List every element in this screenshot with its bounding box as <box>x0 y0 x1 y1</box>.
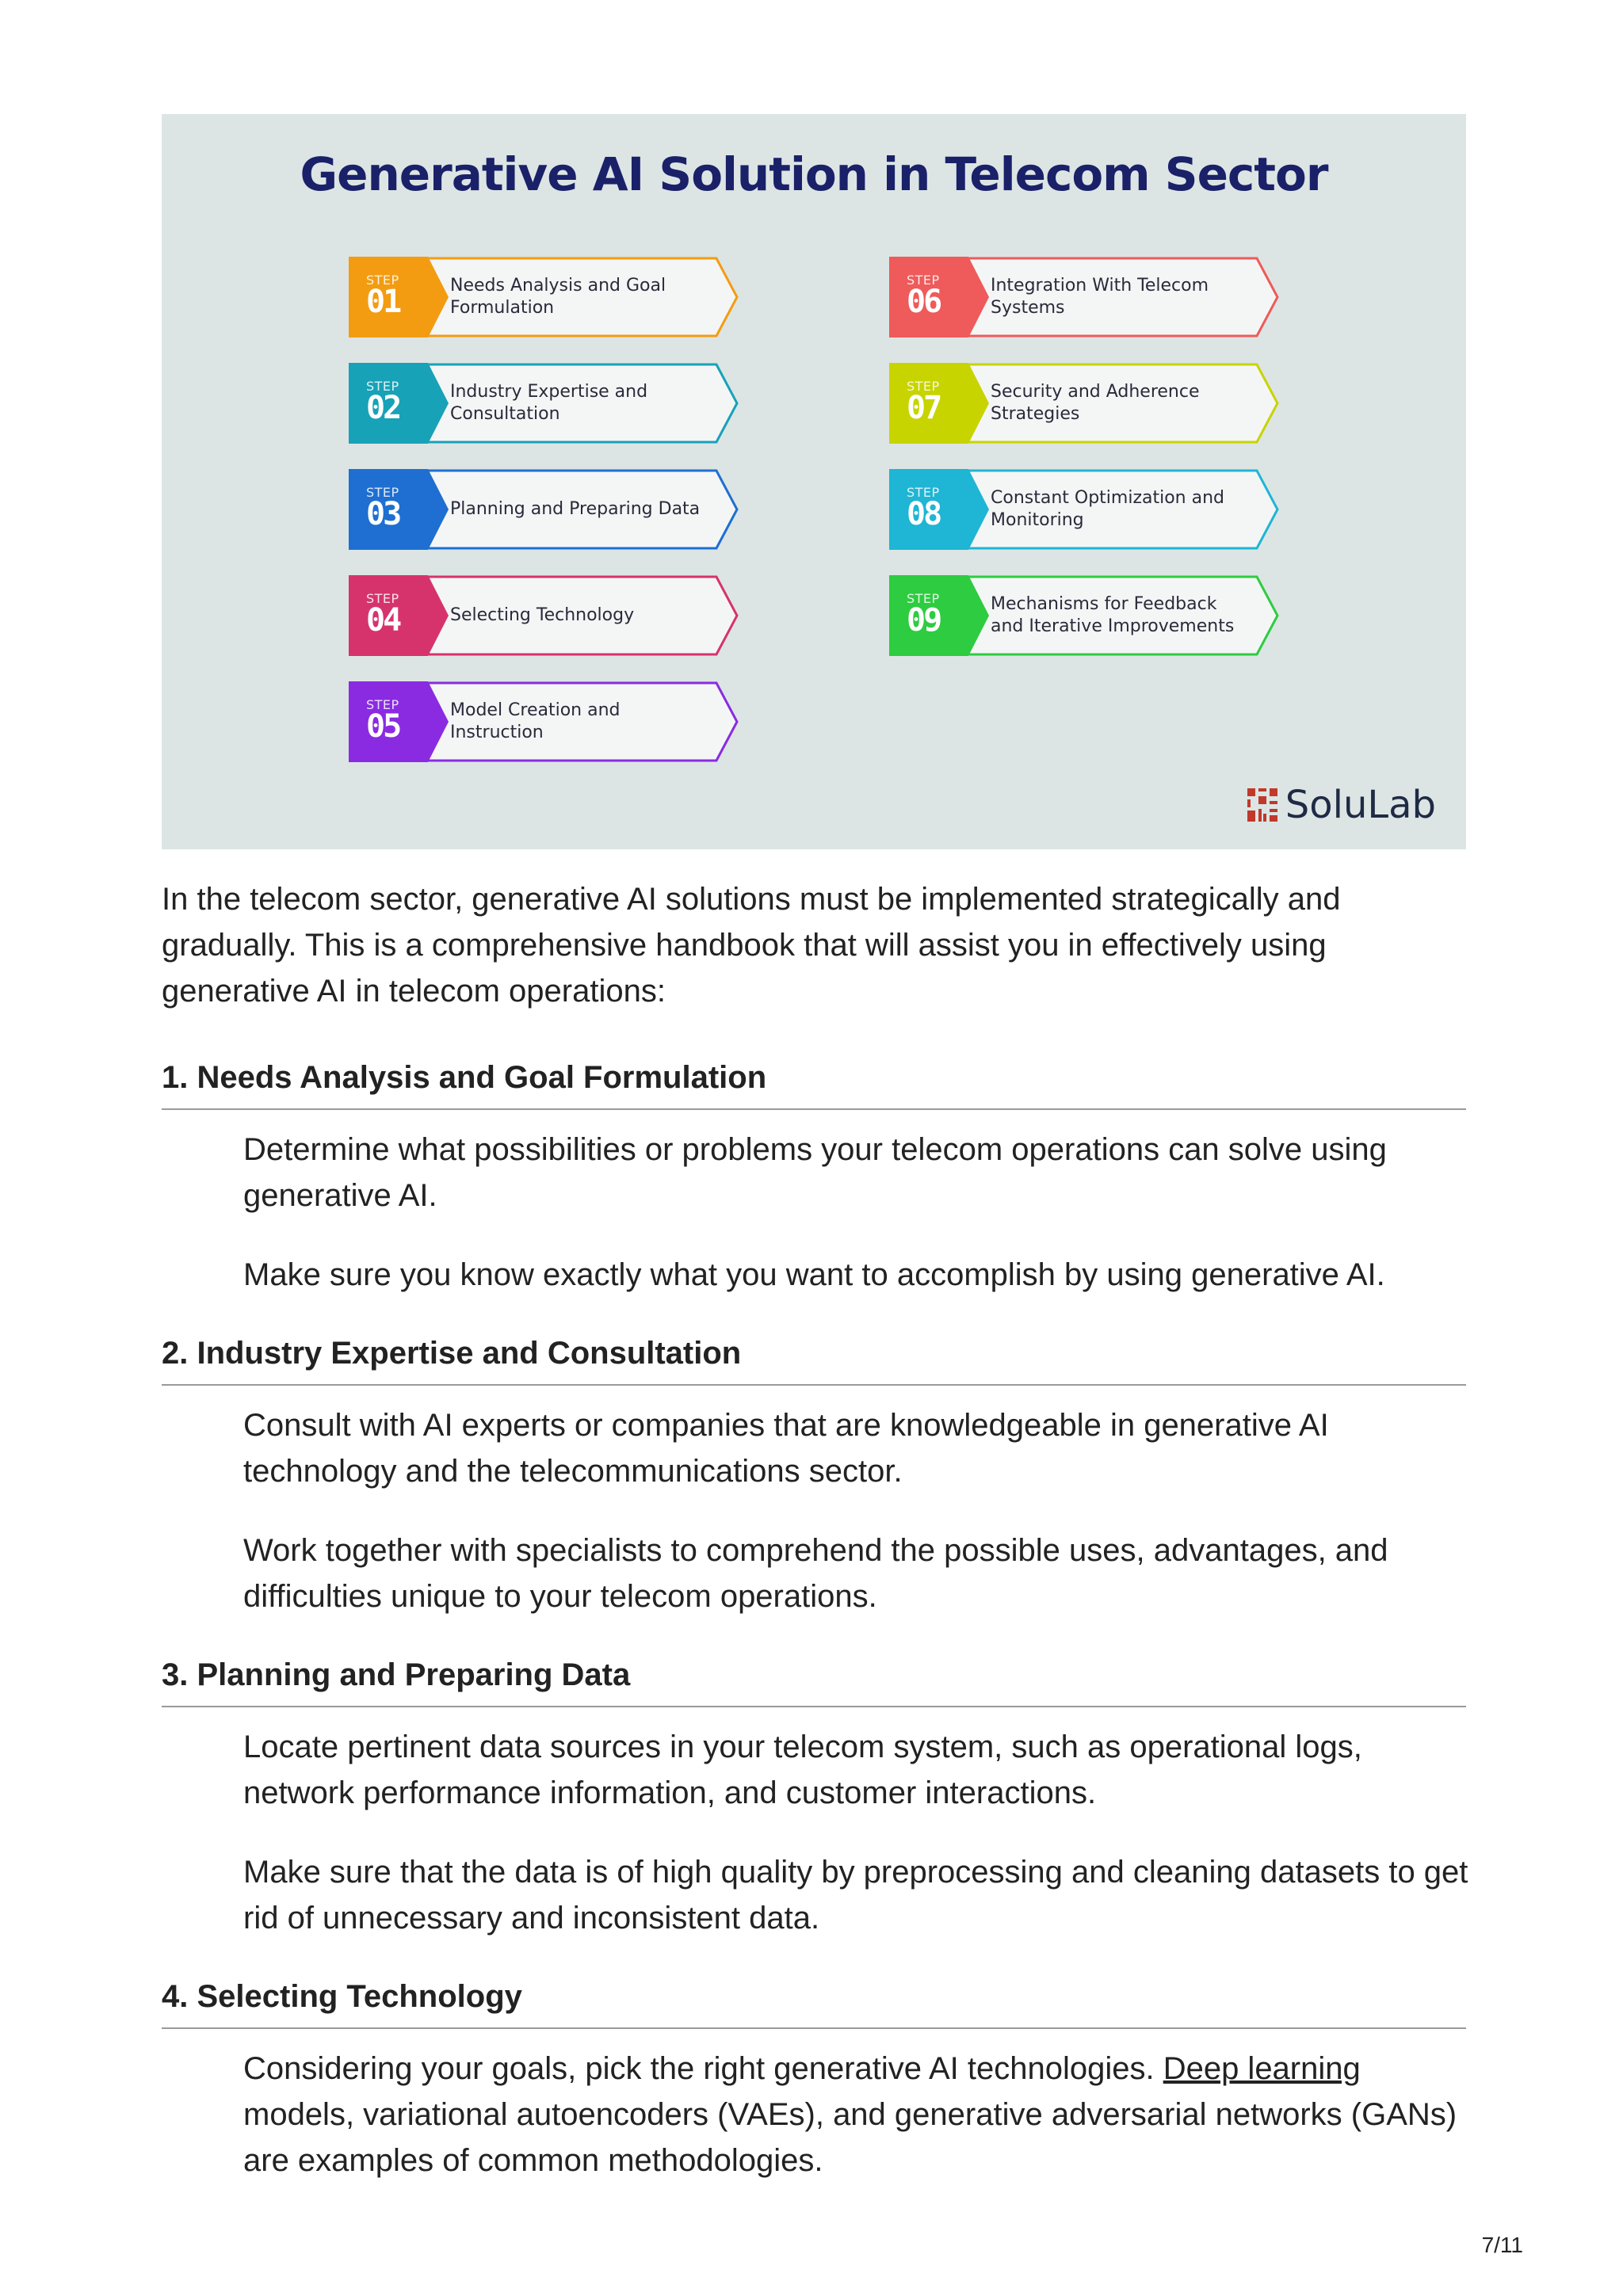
step-label: Industry Expertise and Consultation <box>450 382 648 424</box>
page-number: 7/11 <box>1481 2233 1523 2257</box>
step-card-04 <box>349 575 739 656</box>
section-4-text-before: Considering your goals, pick the right generative AI technologies. <box>243 2051 1163 2086</box>
step-badge <box>366 274 406 318</box>
step-card-07 <box>889 363 1279 444</box>
step-number: 03 <box>366 496 400 532</box>
step-number: 01 <box>366 284 400 320</box>
step-word: STEP <box>366 697 399 712</box>
step-word: STEP <box>907 273 940 288</box>
step-badge <box>366 486 406 530</box>
brand-name: SoluLab <box>1285 783 1436 827</box>
step-card-08 <box>889 469 1279 550</box>
step-card-03 <box>349 469 739 550</box>
step-number: 09 <box>907 602 941 639</box>
section-heading-2: 2. Industry Expertise and Consultation <box>162 1336 1466 1386</box>
step-label: Security and Adherence Strategies <box>991 382 1200 424</box>
step-label: Selecting Technology <box>450 605 635 625</box>
step-number: 04 <box>366 602 400 639</box>
step-word: STEP <box>366 273 399 288</box>
step-label: Constant Optimization and Monitoring <box>991 488 1225 530</box>
step-badge <box>907 274 946 318</box>
section-1-paragraph-1: Determine what possibilities or problems your telecom operations can solve using generative AI. <box>243 1132 1387 1213</box>
section-3-paragraph-2: Make sure that the data is of high quality by preprocessing and cleaning datasets to get rid of unnecessary and inconsistent data. <box>243 1855 1468 1936</box>
step-card-06 <box>889 257 1279 338</box>
solulab-logo <box>1247 783 1436 827</box>
step-label: Integration With Telecom Systems <box>991 276 1209 318</box>
step-word: STEP <box>366 485 399 500</box>
section-3-paragraph-1: Locate pertinent data sources in your telecom system, such as operational logs, network performance information, and customer interactions. <box>243 1730 1362 1810</box>
section-heading-3: 3. Planning and Preparing Data <box>162 1657 1466 1707</box>
step-label: Model Creation and Instruction <box>450 700 621 742</box>
section-2-paragraph-1: Consult with AI experts or companies that are knowledgeable in generative AI technology and the telecommunications sector. <box>243 1408 1329 1489</box>
step-word: STEP <box>366 379 399 394</box>
step-card-05 <box>349 681 739 762</box>
solulab-logo-icon <box>1247 788 1277 822</box>
intro-paragraph: In the telecom sector, generative AI solutions must be implemented strategically and gradually. This is a comprehensive handbook that will assist you in effectively using generative AI in telecom operations: <box>162 882 1341 1009</box>
step-word: STEP <box>907 485 940 500</box>
step-card-01 <box>349 257 739 338</box>
step-badge <box>366 591 406 639</box>
step-badge <box>907 486 946 530</box>
step-word: STEP <box>907 379 940 394</box>
deep-learning-link[interactable]: Deep learning <box>1163 2051 1361 2086</box>
section-4-paragraph-1 <box>243 2046 1472 2183</box>
step-word: STEP <box>366 591 399 606</box>
step-card-02 <box>349 363 739 444</box>
section-1-paragraph-2: Make sure you know exactly what you want to accomplish by using generative AI. <box>243 1257 1385 1292</box>
step-number: 08 <box>907 496 941 532</box>
step-label: Needs Analysis and Goal Formulation <box>450 276 666 318</box>
section-heading-1: 1. Needs Analysis and Goal Formulation <box>162 1060 1466 1110</box>
step-badge <box>907 380 946 424</box>
step-word: STEP <box>907 591 940 606</box>
step-label: Planning and Preparing Data <box>450 499 701 519</box>
step-badge <box>366 697 406 745</box>
step-card-09 <box>889 575 1279 656</box>
step-number: 05 <box>366 708 400 745</box>
infographic-title: Generative AI Solution in Telecom Sector <box>300 147 1328 201</box>
section-heading-4: 4. Selecting Technology <box>162 1979 1466 2029</box>
step-badge <box>366 380 406 424</box>
section-4-text-after: models, variational autoencoders (VAEs), and generative adversarial networks (GANs) are examples of common methodologies. <box>243 2097 1457 2178</box>
step-number: 06 <box>907 284 941 320</box>
step-number: 07 <box>907 390 941 426</box>
section-2-paragraph-2: Work together with specialists to comprehend the possible uses, advantages, and difficulties unique to your telecom operations. <box>243 1533 1388 1614</box>
step-number: 02 <box>366 390 400 426</box>
step-label: Mechanisms for Feedback and Iterative Improvements <box>991 594 1235 636</box>
step-badge <box>907 591 946 639</box>
infographic <box>162 114 1466 849</box>
